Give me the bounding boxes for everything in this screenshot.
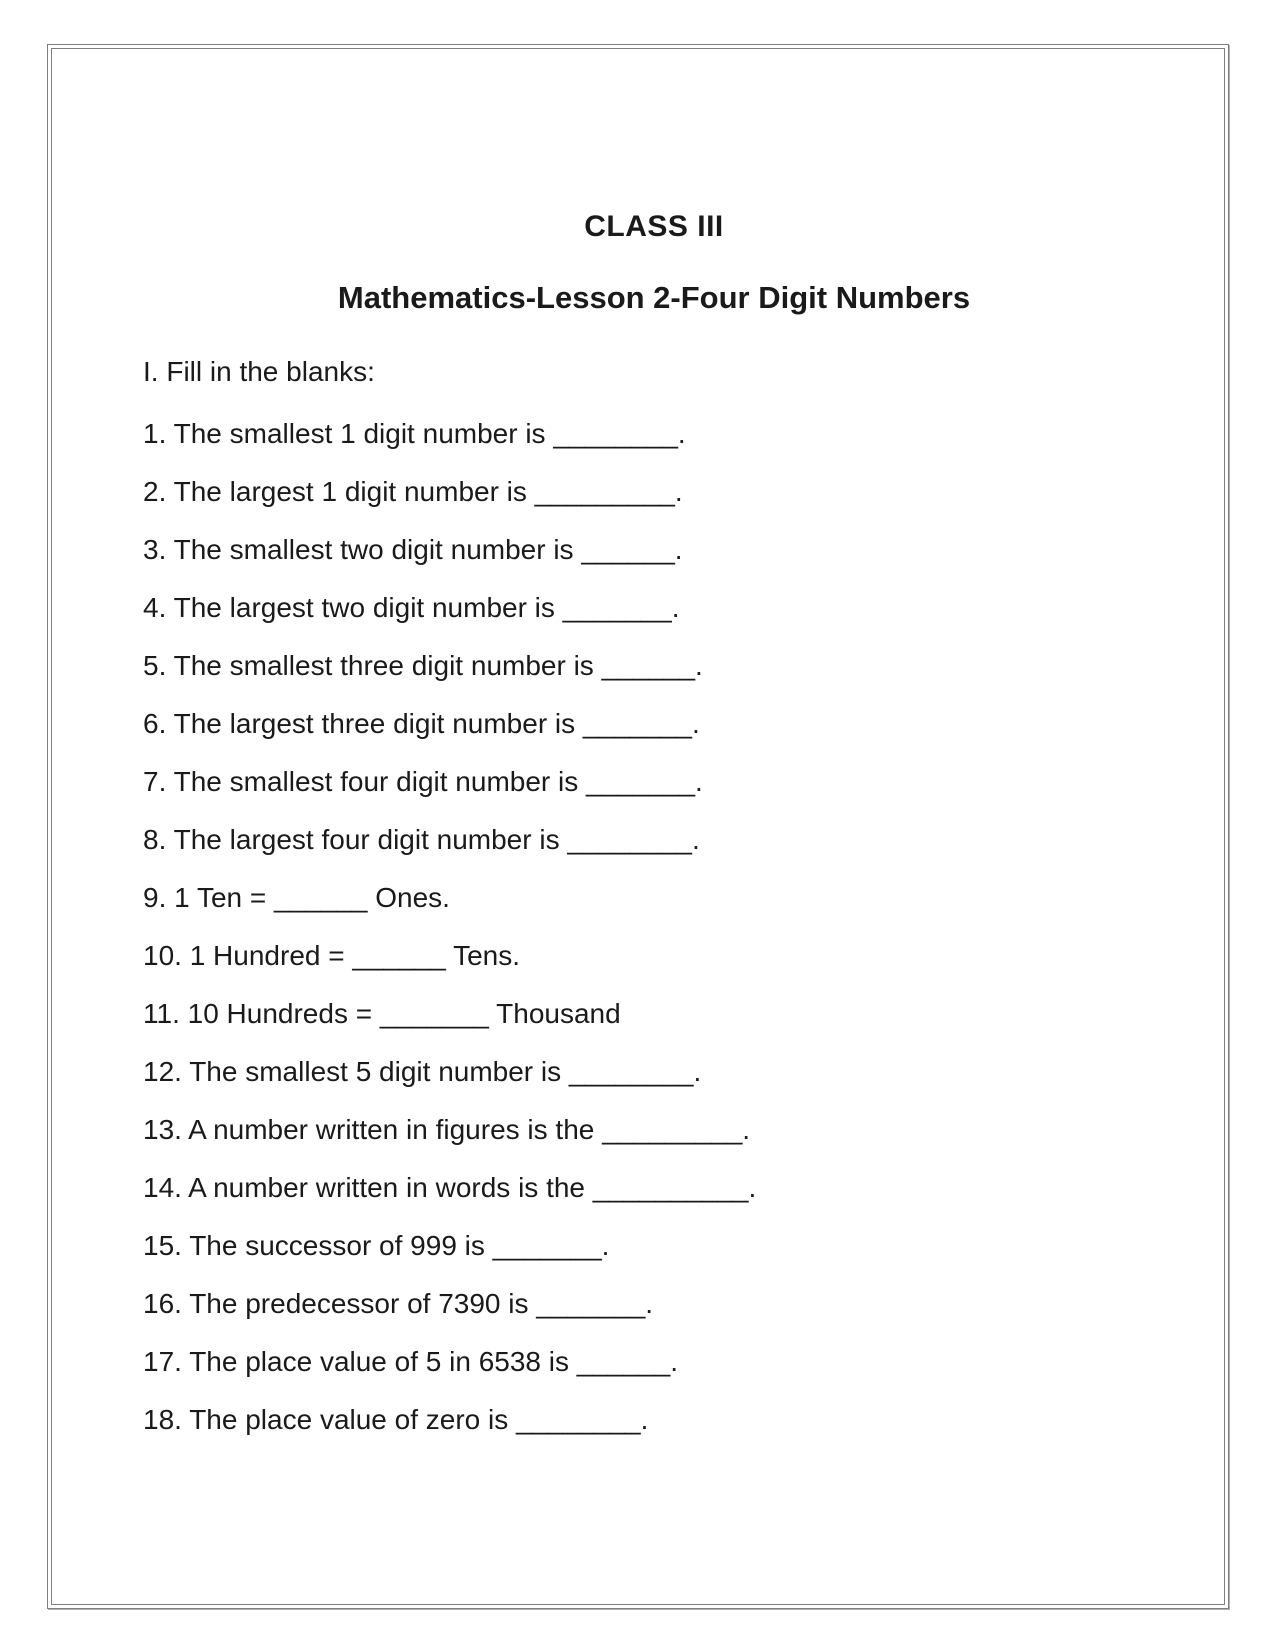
- question-line-1: 1. The smallest 1 digit number is ________.: [143, 418, 686, 449]
- question-line-14: 14. A number written in words is the __________.: [143, 1172, 757, 1203]
- section-heading: I. Fill in the blanks:: [143, 356, 375, 387]
- question-line-7: 7. The smallest four digit number is _______.: [143, 766, 703, 797]
- class-title: CLASS III: [584, 210, 724, 243]
- question-line-13: 13. A number written in figures is the _________.: [143, 1114, 751, 1145]
- question-line-17: 17. The place value of 5 in 6538 is ______.: [143, 1346, 678, 1377]
- lesson-title: Mathematics-Lesson 2-Four Digit Numbers: [337, 280, 971, 315]
- worksheet-content: [143, 210, 1165, 1461]
- question-line-11: 11. 10 Hundreds = _______ Thousand: [143, 998, 621, 1029]
- question-line-18: 18. The place value of zero is ________.: [143, 1404, 649, 1435]
- question-line-16: 16. The predecessor of 7390 is _______.: [143, 1288, 654, 1319]
- question-line-8: 8. The largest four digit number is ________.: [143, 824, 700, 855]
- question-line-5: 5. The smallest three digit number is ______.: [143, 650, 703, 681]
- question-line-6: 6. The largest three digit number is _______.: [143, 708, 700, 739]
- question-line-10: 10. 1 Hundred = ______ Tens.: [143, 940, 521, 971]
- question-line-4: 4. The largest two digit number is _______.: [143, 592, 680, 623]
- question-line-9: 9. 1 Ten = ______ Ones.: [143, 882, 450, 913]
- question-line-15: 15. The successor of 999 is _______.: [143, 1230, 610, 1261]
- question-line-12: 12. The smallest 5 digit number is ________.: [143, 1056, 702, 1087]
- question-line-3: 3. The smallest two digit number is ______.: [143, 534, 683, 565]
- question-line-2: 2. The largest 1 digit number is _________.: [143, 476, 683, 507]
